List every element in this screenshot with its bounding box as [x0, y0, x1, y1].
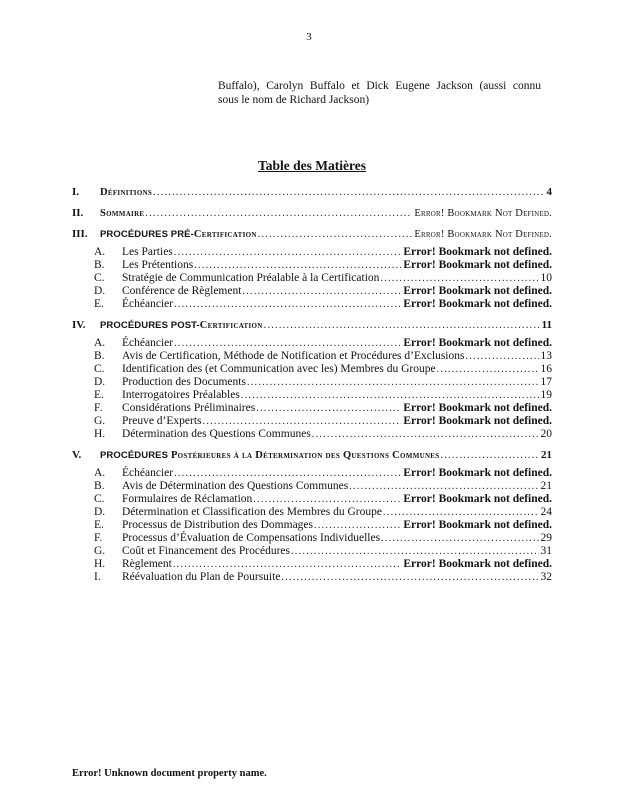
toc-subentry[interactable] [72, 519, 552, 532]
footer-error-text: Error! Unknown document property name. [72, 768, 267, 779]
toc-entry-label [100, 226, 257, 241]
dot-leader [381, 532, 538, 545]
intro-line-2: sous le nom de Richard Jackson) [218, 94, 370, 106]
toc-subentry[interactable] [72, 532, 552, 545]
toc-rows [72, 184, 552, 584]
toc-subentry-letter: A. [94, 337, 106, 349]
toc-entry-label-serif: Certification [199, 320, 263, 331]
dot-leader [253, 493, 401, 506]
toc-subentry-page: Error! Bookmark not defined. [403, 558, 552, 570]
toc-entry-label [100, 317, 263, 332]
toc-subentry-label: Échéancier [122, 337, 174, 349]
toc-entry-numeral: V. [72, 449, 82, 461]
toc-subentry-label: Les Prétentions [122, 259, 194, 271]
toc-subentry-page: 16 [540, 363, 552, 375]
dot-leader [242, 285, 401, 298]
toc-subentry[interactable] [72, 545, 552, 558]
toc-subentry-letter: A. [94, 246, 106, 258]
toc-entry-numeral: III. [72, 228, 88, 240]
toc-subentry-letter: B. [94, 350, 105, 362]
toc-entry[interactable] [72, 226, 552, 241]
toc-subentry-label: Identification des (et Communication avec les) Membres du Groupe [122, 363, 436, 375]
toc-subentry-page: 17 [540, 376, 552, 388]
toc-subentry[interactable] [72, 246, 552, 259]
toc-subentry[interactable] [72, 259, 552, 272]
toc-subentry-letter: E. [94, 519, 104, 531]
toc-subentry-page: Error! Bookmark not defined. [403, 246, 552, 258]
dot-leader [314, 519, 401, 532]
toc-subentry[interactable] [72, 467, 552, 480]
toc-subentry-letter: E. [94, 298, 104, 310]
toc-subentry[interactable] [72, 285, 552, 298]
toc-subentry-page: 24 [540, 506, 552, 518]
toc-subentry-label: Détermination des Questions Communes [122, 428, 311, 440]
toc-subentry-letter: B. [94, 480, 105, 492]
toc-subentry-label: Production des Documents [122, 376, 246, 388]
toc-subentry-label: Détermination et Classification des Membres du Groupe [122, 506, 382, 518]
dot-leader [281, 571, 538, 584]
toc-subentry-label: Réévaluation du Plan de Poursuite [122, 571, 281, 583]
toc-subentry-page: 10 [540, 272, 552, 284]
toc-subentry[interactable] [72, 402, 552, 415]
toc-title: Table des Matières [258, 158, 366, 173]
toc-entry-label-serif: Certification [193, 229, 257, 240]
toc-subentry[interactable] [72, 376, 552, 389]
toc-subentry-page: 13 [540, 350, 552, 362]
toc-entry-numeral: I. [72, 186, 80, 198]
toc-subentry[interactable] [72, 506, 552, 519]
toc-subentry-label: Avis de Certification, Méthode de Notification et Procédures d’Exclusions [122, 350, 465, 362]
dot-leader [194, 259, 401, 272]
toc-subentry-label: Les Parties [122, 246, 173, 258]
toc-subentry-letter: B. [94, 259, 105, 271]
toc-subentry[interactable] [72, 415, 552, 428]
toc-subentry[interactable] [72, 571, 552, 584]
toc-subentry-label: Processus de Distribution des Dommages [122, 519, 314, 531]
dot-leader [440, 447, 539, 462]
toc-subentry-label: Règlement [122, 558, 172, 570]
toc-subentry-letter: H. [94, 558, 106, 570]
toc-entry[interactable] [72, 184, 552, 199]
intro-paragraph [218, 79, 541, 107]
toc-subentry[interactable] [72, 363, 552, 376]
toc-subentry-label: Processus d’Évaluation de Compensations Individuelles [122, 532, 381, 544]
toc-subentry[interactable] [72, 298, 552, 311]
toc-subentry[interactable] [72, 493, 552, 506]
toc-entry-label [100, 184, 152, 199]
dot-leader [312, 428, 539, 441]
dot-leader [203, 415, 402, 428]
toc-subentry-label: Considérations Préliminaires [122, 402, 256, 414]
dot-leader [174, 337, 401, 350]
toc-entry[interactable] [72, 205, 552, 220]
toc-entry-page: Error! Bookmark Not Defined. [414, 229, 552, 240]
toc-subentry[interactable] [72, 428, 552, 441]
dot-leader [174, 467, 401, 480]
dot-leader [264, 317, 540, 332]
toc-subentry-page: 31 [540, 545, 552, 557]
toc-subentry-label: Échéancier [122, 298, 174, 310]
toc-subentry-label: Formulaires de Réclamation [122, 493, 253, 505]
toc-entry-numeral: IV. [72, 319, 86, 331]
toc-entry-numeral: II. [72, 207, 84, 219]
toc-subentry[interactable] [72, 480, 552, 493]
toc-entry-label-serif: Définitions [100, 187, 153, 198]
toc-entry-page: 11 [541, 319, 552, 331]
dot-leader [465, 350, 538, 363]
toc-subentry-page: Error! Bookmark not defined. [403, 285, 552, 297]
toc-entry-label-serif: Postérieures à la Détermination des Questions Communes [168, 450, 440, 461]
dot-leader [241, 389, 539, 402]
toc-subentry-letter: A. [94, 467, 106, 479]
toc-subentry-page: Error! Bookmark not defined. [403, 467, 552, 479]
intro-line-1: Buffalo), Carolyn Buffalo et Dick Eugene Jackson (aussi connu [218, 80, 541, 92]
table-of-contents [72, 157, 552, 584]
toc-subentry-letter: F. [94, 532, 103, 544]
toc-subentry-page: Error! Bookmark not defined. [403, 298, 552, 310]
toc-entry-label [100, 205, 144, 220]
toc-subentry-letter: D. [94, 506, 106, 518]
dot-leader [256, 402, 401, 415]
toc-entry-label-serif: Sommaire [100, 208, 145, 219]
toc-subentry-label: Échéancier [122, 467, 174, 479]
toc-subentry-page: Error! Bookmark not defined. [403, 519, 552, 531]
toc-entry-label-sans: PROCÉDURES POST- [100, 320, 200, 331]
toc-entry[interactable] [72, 447, 552, 462]
toc-subentry-page: 20 [540, 428, 552, 440]
toc-entry-label-sans: PROCÉDURES [100, 450, 169, 461]
toc-subentry-letter: F. [94, 402, 103, 414]
dot-leader [380, 272, 538, 285]
dot-leader [383, 506, 539, 519]
toc-entry[interactable] [72, 317, 552, 332]
dot-leader [173, 558, 402, 571]
toc-subentry-letter: H. [94, 428, 106, 440]
toc-subentry-page: 19 [540, 389, 552, 401]
toc-subentry-letter: C. [94, 493, 105, 505]
toc-entry-page: Error! Bookmark Not Defined. [414, 208, 552, 219]
toc-subentry-page: Error! Bookmark not defined. [403, 402, 552, 414]
toc-subentry-letter: E. [94, 389, 104, 401]
dot-leader [349, 480, 538, 493]
toc-subentry[interactable] [72, 272, 552, 285]
toc-subentry-letter: C. [94, 363, 105, 375]
toc-subentry-label: Interrogatoires Préalables [122, 389, 240, 401]
toc-entry-label-sans: PROCÉDURES PRÉ- [100, 229, 194, 240]
dot-leader [174, 298, 401, 311]
toc-subentry-letter: G. [94, 415, 106, 427]
toc-subentry-letter: G. [94, 545, 106, 557]
toc-subentry-letter: D. [94, 376, 106, 388]
toc-subentry-label: Coût et Financement des Procédures [122, 545, 290, 557]
toc-entry-page: 21 [541, 449, 552, 461]
toc-subentry-letter: I. [94, 571, 101, 583]
dot-leader [291, 545, 539, 558]
toc-subentry-page: Error! Bookmark not defined. [403, 259, 552, 271]
toc-subentry[interactable] [72, 558, 552, 571]
toc-subentry-letter: C. [94, 272, 105, 284]
toc-subentry-label: Conférence de Règlement [122, 285, 242, 297]
toc-subentry[interactable] [72, 350, 552, 363]
toc-subentry-label: Preuve d’Experts [122, 415, 202, 427]
dot-leader [153, 184, 544, 199]
dot-leader [247, 376, 539, 389]
toc-subentry-page: Error! Bookmark not defined. [403, 415, 552, 427]
dot-leader [145, 205, 412, 220]
toc-subentry[interactable] [72, 389, 552, 402]
dot-leader [174, 246, 402, 259]
toc-entry-page: 4 [546, 186, 552, 198]
toc-entry-label [100, 447, 439, 462]
dot-leader [258, 226, 413, 241]
toc-subentry[interactable] [72, 337, 552, 350]
page-number: 3 [306, 31, 312, 43]
dot-leader [437, 363, 539, 376]
toc-subentry-page: 29 [540, 532, 552, 544]
toc-subentry-page: 32 [540, 571, 552, 583]
toc-subentry-page: 21 [540, 480, 552, 492]
toc-subentry-label: Stratégie de Communication Préalable à la Certification [122, 272, 380, 284]
toc-subentry-page: Error! Bookmark not defined. [403, 337, 552, 349]
toc-subentry-page: Error! Bookmark not defined. [403, 493, 552, 505]
toc-subentry-letter: D. [94, 285, 106, 297]
toc-subentry-label: Avis de Détermination des Questions Communes [122, 480, 349, 492]
